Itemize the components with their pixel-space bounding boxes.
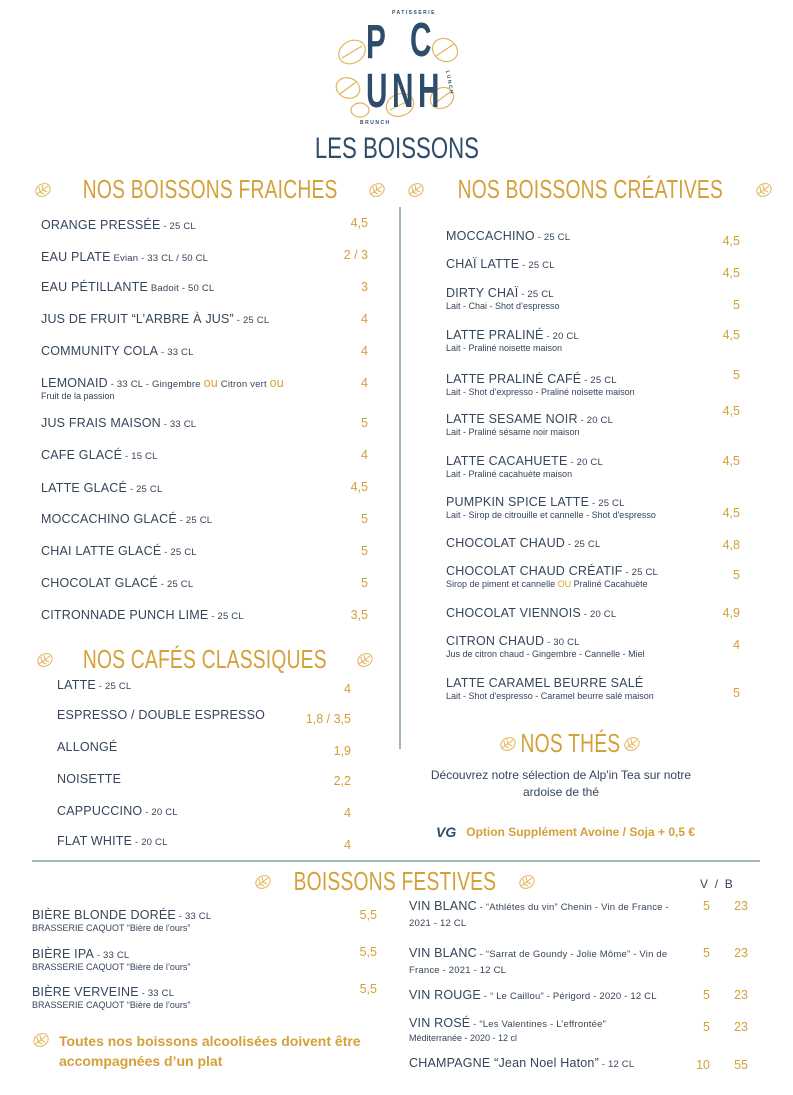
item-name: VIN ROUGE [409,988,481,1002]
item-detail: - 20 CL [577,415,614,426]
item-title-line [446,372,635,386]
item-price-b: 23 [734,899,748,913]
item-detail: - 25 CL [161,547,197,558]
wine-column-headers [700,877,733,891]
item-title-line [41,376,284,390]
item-name: LATTE [57,678,96,692]
item-detail: - 20 CL [142,807,178,818]
item-description [446,469,603,479]
item-description [446,510,656,520]
menu-item [446,606,616,620]
item-title-line [409,1056,671,1072]
item-price: 5,5 [359,908,377,922]
item-description [446,691,654,701]
item-detail: - “Les Valentines - L’effrontée” [470,1019,606,1030]
item-name: CHOCOLAT CHAUD [446,536,566,550]
item-detail: - 33 CL - Gingembre [107,379,204,390]
item-detail: Sirop de piment et cannelle [446,579,558,589]
item-price: 4,5 [350,216,368,230]
item-detail: - 12 CL [598,1059,635,1070]
item-detail: - 25 CL [208,611,244,622]
item-detail: Praliné Cacahuète [571,579,648,589]
item-name: JUS DE FRUIT “L’ARBRE À JUS” [41,312,234,326]
menu-item [41,448,158,462]
menu-item [446,676,654,701]
menu-item [41,344,194,358]
item-name: COMMUNITY COLA [41,344,159,358]
item-name: BIÈRE VERVEINE [32,985,139,999]
item-detail: Badoit - 50 CL [148,283,215,294]
item-detail: - 33 CL [158,347,194,358]
vg-badge-icon: VG [436,824,457,840]
item-name: LATTE SESAME NOIR [446,412,578,426]
item-detail: - 25 CL [233,315,270,326]
heading-text: NOS CAFÉS CLASSIQUES [83,644,327,674]
item-detail: Lait - Sirop de citrouille et cannelle - Shot d'espresso [446,510,656,520]
item-detail: - 15 CL [122,451,158,462]
menu-item [446,536,600,550]
item-name: VIN BLANC [409,946,477,960]
item-title-line [41,576,193,590]
item-detail: BRASSERIE CAQUOT “Bière de l’ours” [32,1000,191,1010]
item-name: PUMPKIN SPICE LATTE [446,495,590,509]
menu-item [32,947,190,972]
item-price: 4 [344,838,351,852]
item-description [32,1000,190,1010]
item-title-line [41,481,162,495]
heading-text: NOS BOISSONS FRAICHES [82,174,338,204]
item-detail: - 30 CL [544,637,580,648]
logo-letter-h: H [418,65,440,118]
item-description [446,427,613,437]
alcohol-note-text: Toutes nos boissons alcoolisées doivent être accompagnées d’un plat [59,1033,361,1069]
heading-creatives [420,174,760,205]
menu-item [57,708,265,722]
item-name: LATTE PRALINÉ CAFÉ [446,372,582,386]
item-price: 4,9 [722,606,740,620]
item-detail: - 25 CL [565,539,601,550]
item-price-v: 5 [703,899,710,913]
menu-item [41,544,197,558]
item-title-line [409,899,671,931]
item-title-line [41,312,269,326]
item-name: CHOCOLAT VIENNOIS [446,606,581,620]
leaf-icon [368,181,386,199]
item-name: CHAI LATTE GLACÉ [41,544,162,558]
item-description [446,387,635,397]
leaf-icon [36,651,54,669]
item-name: CAFE GLACÉ [41,448,123,462]
col-b: B [724,877,733,891]
item-price: 5 [733,298,740,312]
item-description [446,579,658,589]
menu-item [41,312,269,326]
leaf-icon [623,735,641,753]
item-detail: Lait - Praliné cacahuète maison [446,469,573,479]
item-name: DIRTY CHAÏ [446,286,519,300]
col-sep: / [714,877,719,891]
leaf-icon [499,735,517,753]
item-price: 5 [361,416,368,430]
item-price: 4 [361,376,368,390]
item-title-line [41,608,244,622]
item-detail: - 33 CL [160,419,197,430]
leaf-icon [518,873,536,891]
item-price-v: 5 [703,946,710,960]
item-title-line [32,908,211,922]
leaf-icon [34,181,52,199]
item-detail: - 25 CL [95,681,132,692]
item-detail: BRASSERIE CAQUOT “Bière de l’ours” [32,923,191,933]
item-title-line [446,495,656,509]
item-name: VIN ROSÉ [409,1016,471,1030]
item-name: LATTE GLACÉ [41,481,128,495]
item-title-line [57,740,117,754]
menu-item [41,512,212,526]
menu-item [57,834,168,848]
item-detail: - 25 CL [127,484,163,495]
item-price: 2,2 [333,774,351,788]
item-title-line [41,218,196,232]
menu-item [446,564,658,589]
item-title-line [446,536,600,550]
item-price: 4,5 [722,454,740,468]
logo-text-patisserie: PATISSERIE [392,10,436,16]
item-description [32,962,190,972]
item-title-line [446,286,560,300]
item-name: LATTE CACAHUETE [446,454,568,468]
item-detail: - 25 CL [518,289,554,300]
item-name: CAPPUCCINO [57,804,143,818]
item-price-b: 23 [734,946,748,960]
item-price: 4 [344,806,351,820]
logo [330,10,470,128]
item-price: 4,5 [722,234,740,248]
item-title-line [57,772,121,786]
item-price: 5,5 [359,982,377,996]
item-title-line [446,634,645,648]
menu-item [446,229,570,243]
menu-item [446,328,579,353]
item-price-b: 23 [734,1020,748,1034]
logo-text-brunch: BRUNCH [360,120,391,126]
item-description [446,343,579,353]
item-detail: Evian - 33 CL / 50 CL [110,253,209,264]
item-price: 5 [733,368,740,382]
item-price-v: 5 [703,1020,710,1034]
item-price: 4,5 [722,266,740,280]
item-price: 5 [361,576,368,590]
item-name: CHOCOLAT GLACÉ [41,576,158,590]
item-price-b: 23 [734,988,748,1002]
menu-item [409,1016,671,1043]
item-detail: - 25 CL [589,498,625,509]
item-detail: Lait - Shot d’expresso - Praliné noisette maison [446,387,635,397]
item-description [446,649,645,659]
item-title-line [57,804,178,818]
item-title-line [32,985,190,999]
menu-item [57,772,121,786]
item-name: CHOCOLAT CHAUD CRÉATIF [446,564,623,578]
item-name: CHAMPAGNE “Jean Noel Haton” [409,1056,599,1070]
item-detail: - 25 CL [519,260,555,271]
heading-fraiches [40,174,380,205]
item-detail: - 25 CL [157,579,194,590]
item-price: 5 [361,544,368,558]
menu-item [41,280,214,294]
item-name: LATTE CARAMEL BEURRE SALÉ [446,676,644,690]
item-title-line [446,454,603,468]
heading-text: BOISSONS FESTIVES [293,866,497,896]
menu-item [446,286,560,311]
item-price: 3 [361,280,368,294]
item-price: 4 [344,682,351,696]
leaf-icon [254,873,272,891]
item-name: NOISETTE [57,772,122,786]
horizontal-divider [32,860,760,862]
item-detail: - 25 CL [581,375,617,386]
item-name: MOCCACHINO GLACÉ [41,512,177,526]
item-detail: - “Athlétes du vin” Chenin - Vin de France - 2021 - 12 CL [409,902,669,929]
item-detail: - 33 CL [175,911,212,922]
item-name: CITRON CHAUD [446,634,545,648]
item-title-line [41,448,158,462]
menu-item [57,740,117,754]
item-title-line [41,250,208,264]
item-detail: Citron vert [217,379,270,390]
heading-cafes [40,644,370,675]
item-price: 3,5 [350,608,368,622]
vegan-option [436,824,695,840]
item-detail: - 25 CL [622,567,659,578]
menu-item [41,376,284,401]
item-title-line [41,544,197,558]
item-name: BIÈRE IPA [32,947,95,961]
item-detail: - 20 CL [580,609,617,620]
item-detail: Lait - Praliné sésame noir maison [446,427,580,437]
item-price: 4 [361,344,368,358]
item-price: 4 [361,312,368,326]
item-price: 4,5 [722,404,740,418]
item-description [41,391,284,401]
item-detail: - “Sarrat de Goundy - Jolie Môme” - Vin de France - 2021 - 12 CL [409,949,668,976]
item-name: ORANGE PRESSÉE [41,218,161,232]
vertical-divider [399,207,401,749]
leaf-icon [356,651,374,669]
heading-festives [230,866,560,897]
item-title-line [446,606,616,620]
item-detail: - 20 CL [543,331,579,342]
menu-item [446,495,656,520]
item-title-line [32,947,190,961]
heading-thes [420,728,720,759]
menu-item [41,250,208,264]
menu-item [409,1056,671,1072]
or-highlight: ou [269,376,284,390]
item-price: 5 [361,512,368,526]
item-title-line [57,708,265,722]
menu-item [41,481,162,495]
item-detail: Fruit de la passion [41,391,115,401]
item-name: CHAÏ LATTE [446,257,520,271]
item-title-line [41,280,214,294]
menu-item [446,634,645,659]
item-name: BIÈRE BLONDE DORÉE [32,908,176,922]
menu-item [41,576,193,590]
logo-letter-u: U [366,65,388,118]
menu-item [446,257,555,271]
item-price: 5 [733,686,740,700]
page-title [0,132,793,166]
item-name: ALLONGÉ [57,740,118,754]
item-detail: Méditerranée - 2020 - 12 cl [409,1033,518,1043]
item-description [409,1033,671,1043]
leaf-icon [407,181,425,199]
menu-item [446,412,613,437]
heading-text: NOS THÉS [520,728,620,758]
menu-item [57,678,131,692]
item-detail: - 25 CL [534,232,571,243]
menu-item [41,416,196,430]
item-detail: Lait - Praliné noisette maison [446,343,563,353]
item-title-line [446,229,570,243]
leaf-icon [32,1031,50,1049]
leaf-icon [755,181,773,199]
col-v: V [700,877,709,891]
heading-text: NOS BOISSONS CRÉATIVES [457,174,723,204]
menu-item [409,946,671,978]
item-detail: - 33 CL [138,988,175,999]
item-price-b: 55 [734,1058,748,1072]
item-title-line [446,676,654,690]
item-title-line [57,678,131,692]
item-name: EAU PLATE [41,250,111,264]
item-detail: - “ Le Caillou” - Périgord - 2020 - 12 CL [480,991,657,1002]
menu-item [57,804,178,818]
item-title-line [409,946,671,978]
item-name: FLAT WHITE [57,834,133,848]
menu-item [41,218,196,232]
item-price: 4,5 [722,506,740,520]
logo-letter-c: C [410,14,432,67]
item-title-line [446,564,658,578]
item-price: 4,5 [722,328,740,342]
item-detail: Lait - Shot d'espresso - Caramel beurre salé maison [446,691,654,701]
item-price: 4,5 [350,480,368,494]
item-detail: - 25 CL [176,515,213,526]
logo-letter-p: P [366,16,386,69]
item-detail: - 20 CL [132,837,168,848]
item-price: 5 [733,568,740,582]
item-detail: - 33 CL [94,950,130,961]
item-detail: - 25 CL [160,221,196,232]
item-description [32,923,211,933]
item-title-line [446,257,555,271]
menu-item [409,988,671,1004]
item-name: LEMONAID [41,376,108,390]
item-title-line [446,328,579,342]
item-title-line [409,988,671,1004]
item-name: LATTE PRALINÉ [446,328,544,342]
item-title-line [57,834,168,848]
item-name: VIN BLANC [409,899,477,913]
item-name: EAU PÉTILLANTE [41,280,148,294]
menu-item [446,454,603,479]
item-price: 5,5 [359,945,377,959]
option-text: Option Supplément Avoine / Soja + 0,5 € [466,825,696,839]
item-price: 4 [733,638,740,652]
item-name: MOCCACHINO [446,229,535,243]
item-name: JUS FRAIS MAISON [41,416,161,430]
item-title-line [41,344,194,358]
item-price: 2 / 3 [343,248,368,262]
item-title-line [409,1016,671,1032]
or-highlight: OU [557,579,572,589]
item-title-line [41,512,212,526]
item-detail: - 20 CL [567,457,603,468]
menu-item [32,985,190,1010]
item-detail: Lait - Chai - Shot d’espresso [446,301,560,311]
logo-text-lunch: LUNCH [444,70,455,96]
menu-item [32,908,211,933]
item-detail: Jus de citron chaud - Gingembre - Cannelle - Miel [446,649,645,659]
logo-letter-n: N [392,65,414,118]
item-name: ESPRESSO / DOUBLE ESPRESSO [57,708,266,722]
item-price-v: 5 [703,988,710,1002]
item-title-line [41,416,196,430]
item-price-v: 10 [696,1058,710,1072]
item-detail: BRASSERIE CAQUOT “Bière de l’ours” [32,962,191,972]
item-price: 4,8 [722,538,740,552]
item-price: 4 [361,448,368,462]
thes-description: Découvrez notre sélection de Alp'in Tea sur notre ardoise de thé [430,768,692,799]
item-price: 1,9 [333,744,351,758]
alcohol-note [32,1031,372,1071]
item-price: 1,8 / 3,5 [305,712,351,726]
menu-item [41,608,244,622]
or-highlight: ou [203,376,218,390]
menu-item [446,372,635,397]
item-description [446,301,560,311]
menu-item [409,899,671,931]
item-name: CITRONNADE PUNCH LIME [41,608,209,622]
item-title-line [446,412,613,426]
page-title-text: LES BOISSONS [314,132,479,165]
